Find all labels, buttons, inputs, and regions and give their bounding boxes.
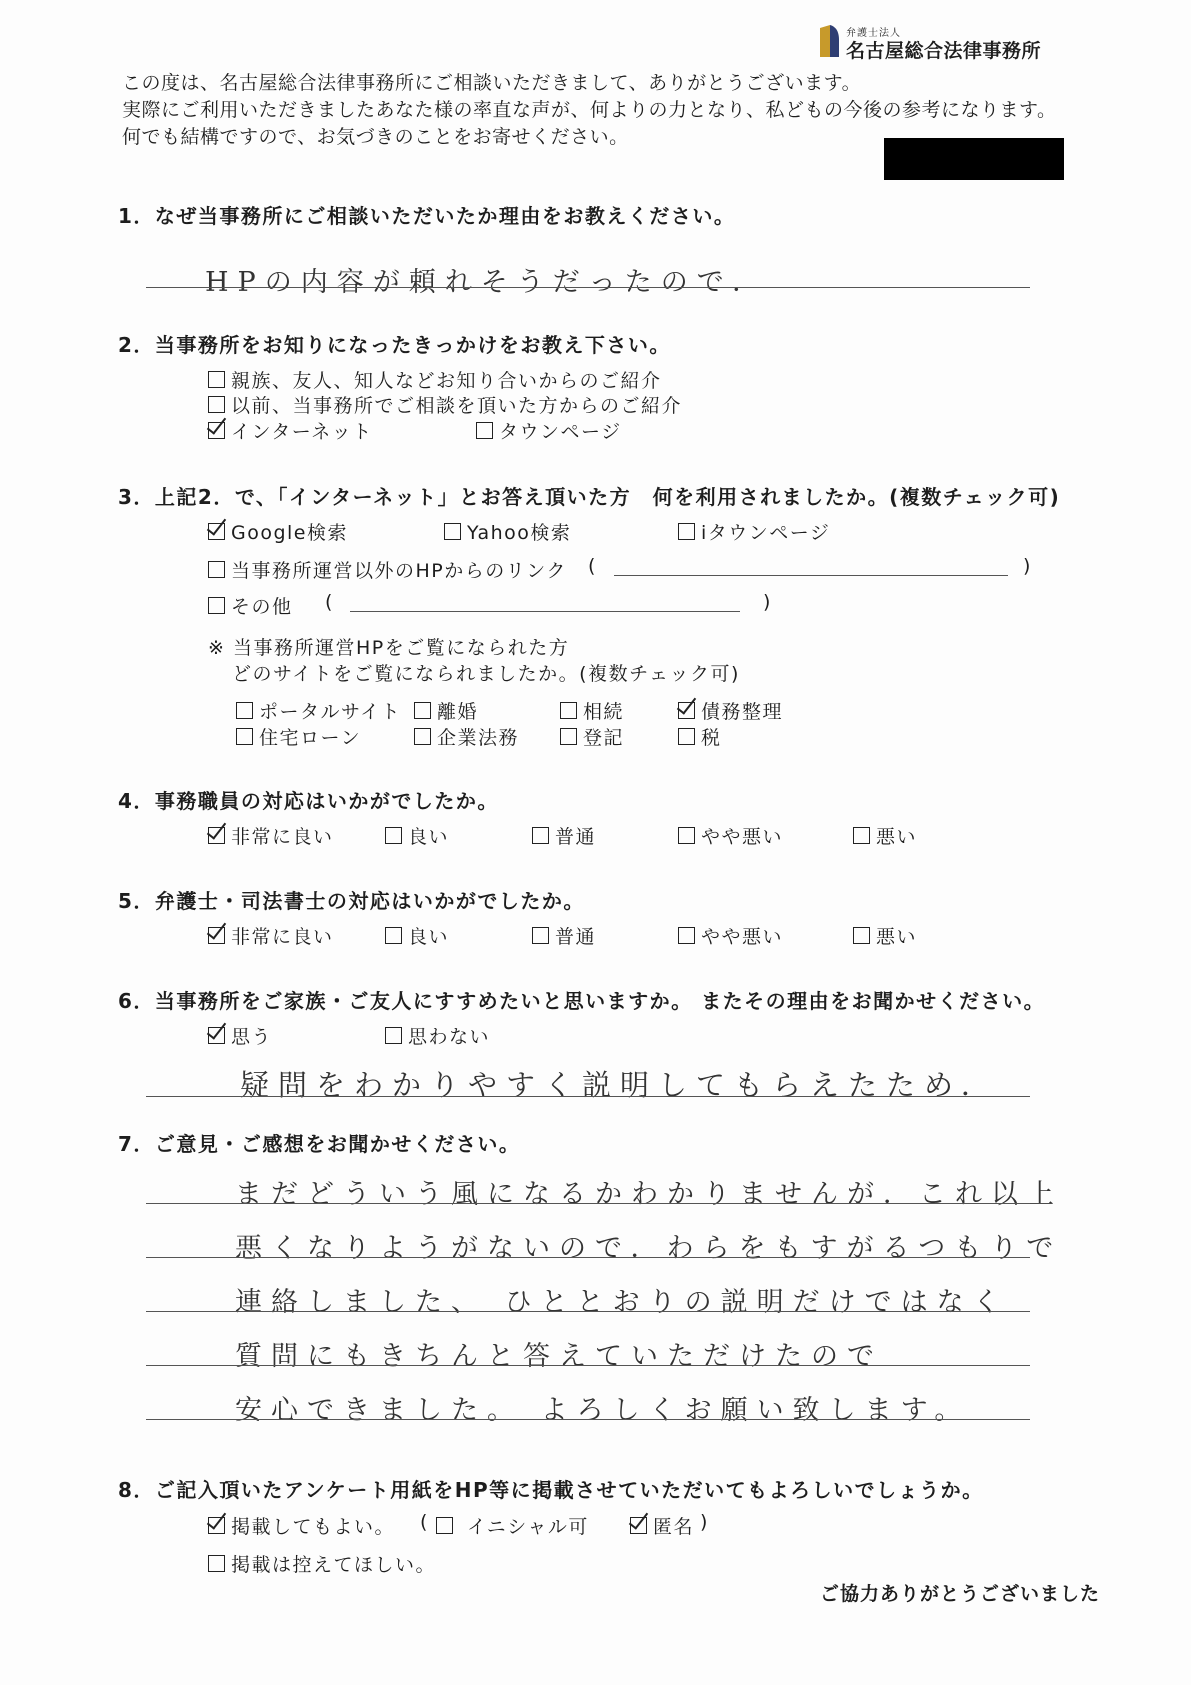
paren-close: ): [700, 1511, 708, 1533]
checkbox-checked[interactable]: [208, 1517, 225, 1534]
paren-open: (: [588, 555, 596, 577]
staff-rating-average[interactable]: 普通: [532, 822, 596, 849]
comment-line-4: 質問にもきちんと答えていただけたので: [235, 1341, 883, 1372]
checkbox[interactable]: [678, 927, 695, 944]
question-4-title: 4．事務職員の対応はいかがでしたか。: [118, 789, 499, 813]
redacted-block: [884, 138, 1064, 180]
intro-line-3: 何でも結構ですので、お気づきのことをお寄せください。: [122, 126, 629, 148]
checkbox[interactable]: [444, 523, 461, 540]
site-option-corporate[interactable]: 企業法務: [414, 723, 519, 750]
comment-line-2: 悪くなりようがないので．わらをもすがるつもりで: [235, 1233, 1063, 1264]
checkbox[interactable]: [385, 1027, 402, 1044]
checkbox-checked[interactable]: [208, 1027, 225, 1044]
site-option-divorce[interactable]: 離婚: [414, 697, 478, 724]
paren-open: (: [325, 591, 333, 613]
question-7-title: 7．ご意見・ご感想をお聞かせください。: [118, 1132, 521, 1156]
search-option-itownpage[interactable]: iタウンページ: [678, 518, 830, 545]
checkbox-checked[interactable]: [208, 422, 225, 439]
thank-you-note: ご協力ありがとうございました: [820, 1583, 1101, 1605]
checkbox[interactable]: [208, 561, 225, 578]
checkbox[interactable]: [208, 1555, 225, 1572]
lawyer-rating-average[interactable]: 普通: [532, 922, 596, 949]
checkbox[interactable]: [853, 827, 870, 844]
checkbox[interactable]: [236, 702, 253, 719]
publish-initials[interactable]: イニシャル可: [436, 1512, 589, 1539]
link-input-line[interactable]: [614, 575, 1008, 576]
search-option-yahoo[interactable]: Yahoo検索: [444, 518, 571, 545]
site-option-tax[interactable]: 税: [678, 723, 722, 750]
comment-rule: [146, 1365, 1030, 1366]
checkbox[interactable]: [560, 728, 577, 745]
comment-line-5: 安心できました。 よろしくお願い致します。: [235, 1395, 971, 1426]
checkbox[interactable]: [385, 927, 402, 944]
checkbox[interactable]: [236, 728, 253, 745]
comment-rule: [146, 1311, 1030, 1312]
other-input-line[interactable]: [350, 611, 740, 612]
question-1-title: 1．なぜ当事務所にご相談いただいたか理由をお教えください。: [118, 204, 736, 228]
checkbox[interactable]: [476, 422, 493, 439]
search-option-external-link[interactable]: 当事務所運営以外のHPからのリンク: [208, 556, 567, 583]
comment-rule: [146, 1203, 1030, 1204]
question-8-title: 8．ご記入頂いたアンケート用紙をHP等に掲載させていただいてもよろしいでしょうか。: [118, 1478, 984, 1502]
checkbox-checked[interactable]: [208, 927, 225, 944]
checkbox[interactable]: [678, 523, 695, 540]
lawyer-rating-good[interactable]: 良い: [385, 922, 449, 949]
source-option-internet[interactable]: インターネット: [208, 417, 373, 444]
checkbox-checked[interactable]: [208, 827, 225, 844]
recommend-yes[interactable]: 思う: [208, 1022, 272, 1049]
checkbox[interactable]: [532, 827, 549, 844]
checkbox[interactable]: [208, 396, 225, 413]
question-6-answer: 疑問をわかりやすく説明してもらえたため．: [240, 1068, 999, 1102]
site-option-inheritance[interactable]: 相続: [560, 697, 624, 724]
lawyer-rating-bad[interactable]: 悪い: [853, 922, 917, 949]
staff-rating-good[interactable]: 良い: [385, 822, 449, 849]
answer-line: [146, 1096, 1030, 1097]
checkbox[interactable]: [436, 1517, 453, 1534]
paren-close: ): [763, 591, 771, 613]
source-option-referral[interactable]: 親族、友人、知人などお知り合いからのご紹介: [208, 366, 662, 393]
comment-line-1: まだどういう風になるかわかりませんが．これ以上: [235, 1179, 1063, 1210]
recommend-no[interactable]: 思わない: [385, 1022, 490, 1049]
intro-line-1: この度は、名古屋総合法律事務所にご相談いただきまして、ありがとうございます。: [122, 72, 862, 94]
source-option-prior-client[interactable]: 以前、当事務所でご相談を頂いた方からのご紹介: [208, 391, 682, 418]
question-5-title: 5．弁護士・司法書士の対応はいかがでしたか。: [118, 889, 585, 913]
question-1-answer: HPの内容が頼れそうだったので．: [205, 267, 769, 298]
staff-rating-somewhat-bad[interactable]: やや悪い: [678, 822, 783, 849]
intro-line-2: 実際にご利用いただきましたあなた様の率直な声が、何よりの力となり、私どもの今後の参考になります。: [122, 99, 1057, 121]
checkbox[interactable]: [678, 827, 695, 844]
source-option-townpage[interactable]: タウンページ: [476, 417, 622, 444]
site-option-portal[interactable]: ポータルサイト: [236, 697, 401, 724]
site-option-registry[interactable]: 登記: [560, 723, 624, 750]
site-option-debt[interactable]: 債務整理: [678, 697, 783, 724]
site-note-line-1: ※ 当事務所運営HPをご覧になられた方: [208, 637, 570, 659]
checkbox-checked[interactable]: [678, 702, 695, 719]
staff-rating-very-good[interactable]: 非常に良い: [208, 822, 334, 849]
checkbox[interactable]: [208, 371, 225, 388]
checkbox-checked[interactable]: [630, 1517, 647, 1534]
publish-decline[interactable]: 掲載は控えてほしい。: [208, 1550, 436, 1577]
paren-close: ): [1023, 555, 1031, 577]
paren-open: (: [420, 1511, 428, 1533]
comment-line-3: 連絡しました、 ひととおりの説明だけではなく: [235, 1287, 1009, 1318]
publish-anonymous[interactable]: 匿名: [630, 1512, 694, 1539]
firm-subtitle: 弁護士法人: [846, 28, 901, 39]
checkbox-checked[interactable]: [208, 523, 225, 540]
site-option-housing-loan[interactable]: 住宅ローン: [236, 723, 361, 750]
publish-ok[interactable]: 掲載してもよい。: [208, 1512, 395, 1539]
question-2-title: 2．当事務所をお知りになったきっかけをお教え下さい。: [118, 333, 671, 357]
search-option-other[interactable]: その他: [208, 592, 293, 619]
checkbox[interactable]: [414, 702, 431, 719]
comment-rule: [146, 1257, 1030, 1258]
lawyer-rating-somewhat-bad[interactable]: やや悪い: [678, 922, 783, 949]
checkbox[interactable]: [853, 927, 870, 944]
site-note-line-2: どのサイトをご覧になられましたか。(複数チェック可): [232, 663, 740, 685]
checkbox[interactable]: [532, 927, 549, 944]
checkbox[interactable]: [678, 728, 695, 745]
checkbox[interactable]: [208, 597, 225, 614]
answer-line: [146, 287, 1030, 288]
firm-name: 名古屋総合法律事務所: [846, 40, 1042, 62]
comment-rule: [146, 1419, 1030, 1420]
firm-logo-icon: [818, 24, 840, 58]
staff-rating-bad[interactable]: 悪い: [853, 822, 917, 849]
question-6-title: 6．当事務所をご家族・ご友人にすすめたいと思いますか。 またその理由をお聞かせください。: [118, 989, 1046, 1013]
question-3-title: 3．上記2．で、「インターネット」とお答え頂いた方 何を利用されましたか。(複数チェック可): [118, 485, 1061, 509]
checkbox[interactable]: [560, 702, 577, 719]
lawyer-rating-very-good[interactable]: 非常に良い: [208, 922, 334, 949]
checkbox[interactable]: [385, 827, 402, 844]
checkbox[interactable]: [414, 728, 431, 745]
search-option-google[interactable]: Google検索: [208, 518, 348, 545]
